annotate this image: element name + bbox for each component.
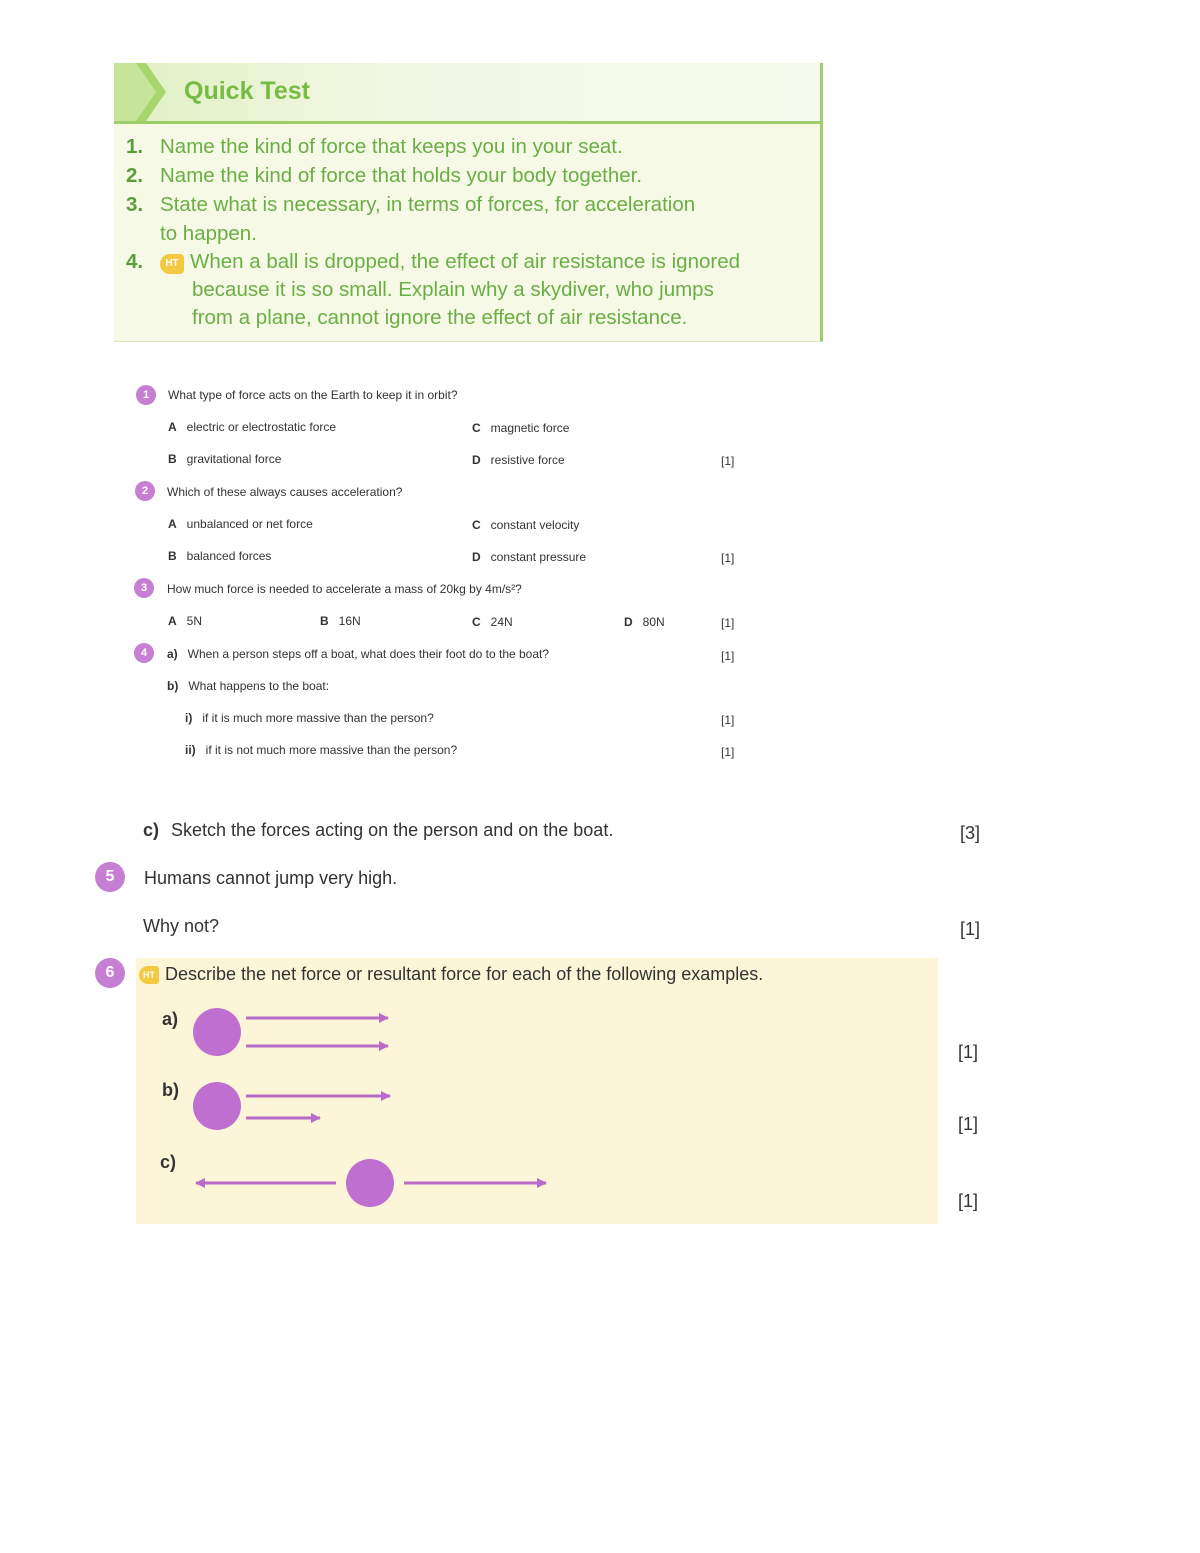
q3-option-a: A 5N	[168, 614, 203, 628]
question-4bi-text: i) if it is much more massive than the person?	[185, 711, 434, 725]
quick-test-item-4: 4. HT When a ball is dropped, the effect of air resistance is ignored	[126, 250, 741, 273]
q5-mark: [1]	[960, 919, 981, 939]
q2-mark: [1]	[721, 551, 735, 565]
quick-test-title: Quick Test	[184, 77, 310, 105]
q6c-label: c)	[160, 1152, 177, 1172]
question-2-text: Which of these always causes acceleration?	[167, 485, 403, 499]
q1-mark: [1]	[721, 454, 735, 468]
q3-option-b: B 16N	[320, 614, 361, 628]
question-4bii-text: ii) if it is not much more massive than the person?	[185, 743, 458, 757]
question-3-text: How much force is needed to accelerate a mass of 20kg by 4m/s²?	[167, 582, 522, 596]
q6a-mark: [1]	[958, 1042, 979, 1062]
q6b-mark: [1]	[958, 1114, 979, 1134]
q1-option-c: C magnetic force	[472, 421, 570, 435]
question-4b-text: b) What happens to the boat:	[167, 679, 330, 693]
q6c-mark: [1]	[958, 1191, 979, 1211]
q3-mark: [1]	[721, 616, 735, 630]
question-4c-text: c) Sketch the forces acting on the person and on the boat.	[143, 820, 614, 840]
question-5-text: Humans cannot jump very high.	[144, 868, 398, 888]
question-4a-text: a) When a person steps off a boat, what does their foot do to the boat?	[167, 647, 550, 661]
quick-test-item-4-cont-1: because it is so small. Explain why a skydiver, who jumps	[192, 278, 714, 301]
question-number-badge: 1	[136, 385, 156, 405]
quick-test-item-4-cont-2: from a plane, cannot ignore the effect of air resistance.	[192, 306, 688, 329]
q2-option-c: C constant velocity	[472, 518, 580, 532]
q4a-mark: [1]	[721, 649, 735, 663]
q3-option-d: D 80N	[624, 615, 665, 629]
q1-option-a: A electric or electrostatic force	[168, 420, 337, 434]
quick-test-item-2: 2. Name the kind of force that holds your body together.	[126, 164, 643, 187]
question-number-badge: 5	[95, 862, 125, 892]
question-5-text-2: Why not?	[143, 916, 220, 936]
quick-test-item-3: 3. State what is necessary, in terms of forces, for acceleration	[126, 193, 696, 216]
ht-icon: HT	[139, 966, 159, 984]
q1-option-b: B gravitational force	[168, 452, 282, 466]
q6a-label: a)	[162, 1009, 179, 1029]
question-number-badge: 6	[95, 958, 125, 988]
q2-option-b: B balanced forces	[168, 549, 272, 563]
q4c-mark: [3]	[960, 823, 981, 843]
question-6-text: HT Describe the net force or resultant force for each of the following examples.	[139, 964, 763, 985]
q6b-label: b)	[162, 1080, 179, 1100]
q4bii-mark: [1]	[721, 745, 735, 759]
quick-test-item-1: 1. Name the kind of force that keeps you in your seat.	[126, 135, 623, 158]
q4bi-mark: [1]	[721, 713, 735, 727]
object-b-circle	[193, 1082, 241, 1130]
question-number-badge: 2	[135, 481, 155, 501]
q3-option-c: C 24N	[472, 615, 513, 629]
q1-option-d: D resistive force	[472, 453, 565, 467]
question-1-text: What type of force acts on the Earth to keep it in orbit?	[168, 388, 458, 402]
ht-icon: HT	[160, 254, 184, 274]
q2-option-d: D constant pressure	[472, 550, 587, 564]
object-c-circle	[346, 1159, 394, 1207]
q2-option-a: A unbalanced or net force	[168, 517, 313, 531]
quick-test-item-3-cont: to happen.	[160, 222, 257, 245]
question-number-badge: 4	[134, 643, 154, 663]
object-a-circle	[193, 1008, 241, 1056]
question-number-badge: 3	[134, 578, 154, 598]
